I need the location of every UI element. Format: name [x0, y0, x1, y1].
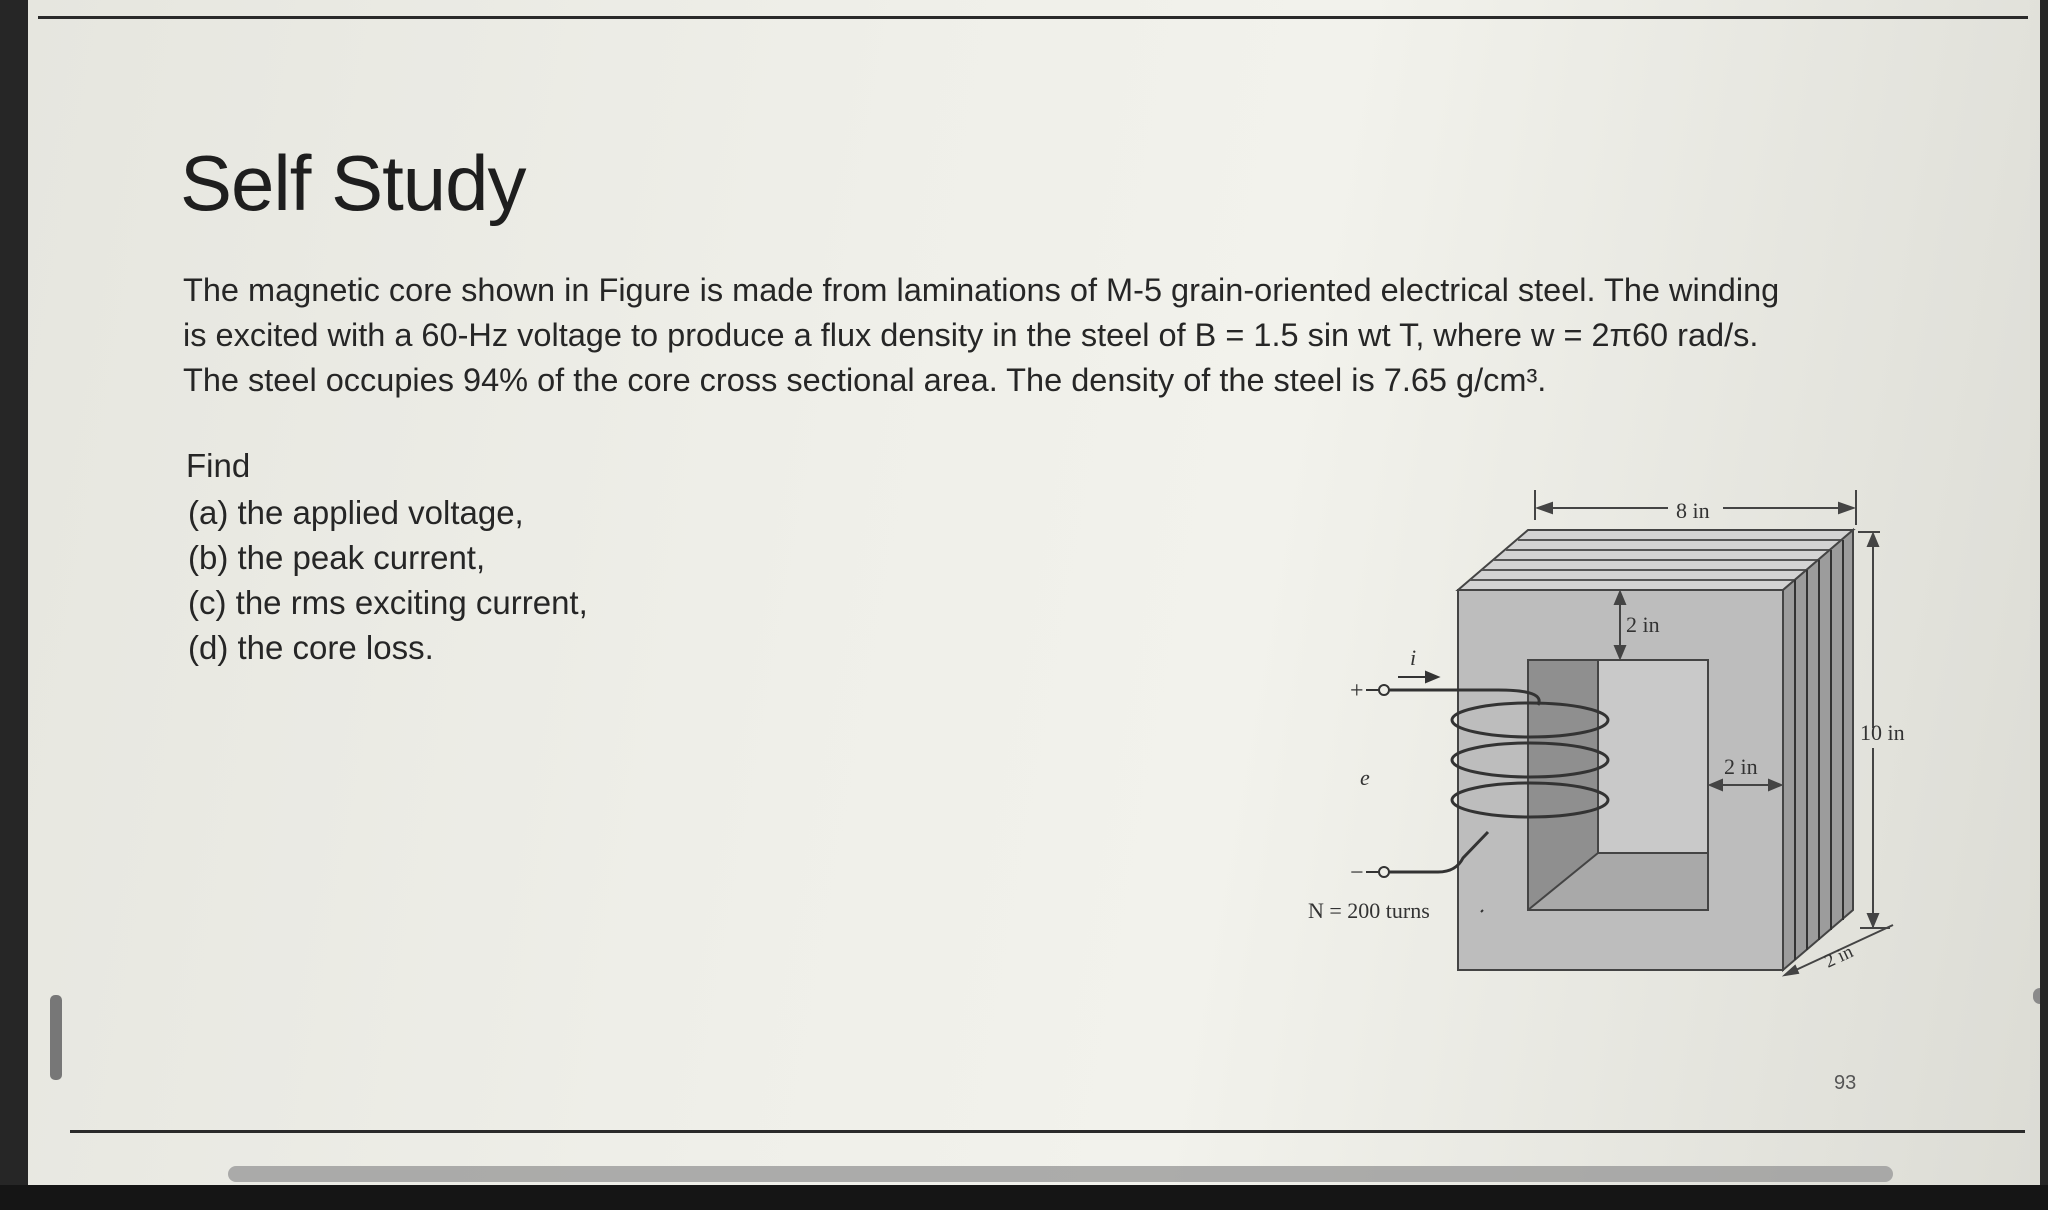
- find-item: (b) the peak current,: [188, 539, 486, 576]
- find-label: Find: [186, 447, 251, 484]
- dim-width-label: 8 in: [1676, 498, 1710, 523]
- current-label: i: [1410, 645, 1417, 670]
- bottom-bezel: [0, 1185, 2048, 1210]
- top-rule: [38, 16, 2028, 19]
- find-item: (a) the applied voltage,: [188, 494, 524, 531]
- page-number: 93: [1834, 1072, 1857, 1094]
- dim-depth-label: 2 in: [1821, 941, 1857, 973]
- dim-top-leg-label: 2 in: [1626, 612, 1660, 637]
- problem-statement: [183, 268, 1953, 403]
- minus-label: −: [1350, 860, 1364, 886]
- problem-line: The magnetic core shown in Figure is made from laminations of M-5 grain-oriented electrical steel. The winding: [183, 272, 1780, 308]
- find-list: [188, 490, 588, 670]
- find-item: (d) the core loss.: [188, 629, 434, 666]
- turns-label: N = 200 turns: [1308, 898, 1430, 923]
- find-item: (c) the rms exciting current,: [188, 584, 588, 621]
- left-edge-handle[interactable]: [50, 995, 62, 1080]
- bottom-rule: [70, 1130, 2025, 1133]
- slide-title: Self Study: [180, 139, 526, 227]
- right-edge-dot: [2033, 988, 2040, 1004]
- dim-side-leg-label: 2 in: [1724, 754, 1758, 779]
- slide: [28, 0, 2040, 1185]
- plus-label: +: [1350, 678, 1364, 704]
- problem-line: The steel occupies 94% of the core cross sectional area. The density of the steel is 7.65 g/cm³.: [183, 362, 1547, 398]
- horizontal-scrollbar[interactable]: [228, 1166, 1893, 1182]
- voltage-label: e: [1360, 765, 1370, 790]
- problem-line: is excited with a 60-Hz voltage to produce a flux density in the steel of B = 1.5 sin wt T, where w = 2π60 rad/s.: [183, 317, 1759, 353]
- magnetic-core-figure: [1298, 480, 1938, 1000]
- dim-height-label: 10 in: [1860, 720, 1905, 745]
